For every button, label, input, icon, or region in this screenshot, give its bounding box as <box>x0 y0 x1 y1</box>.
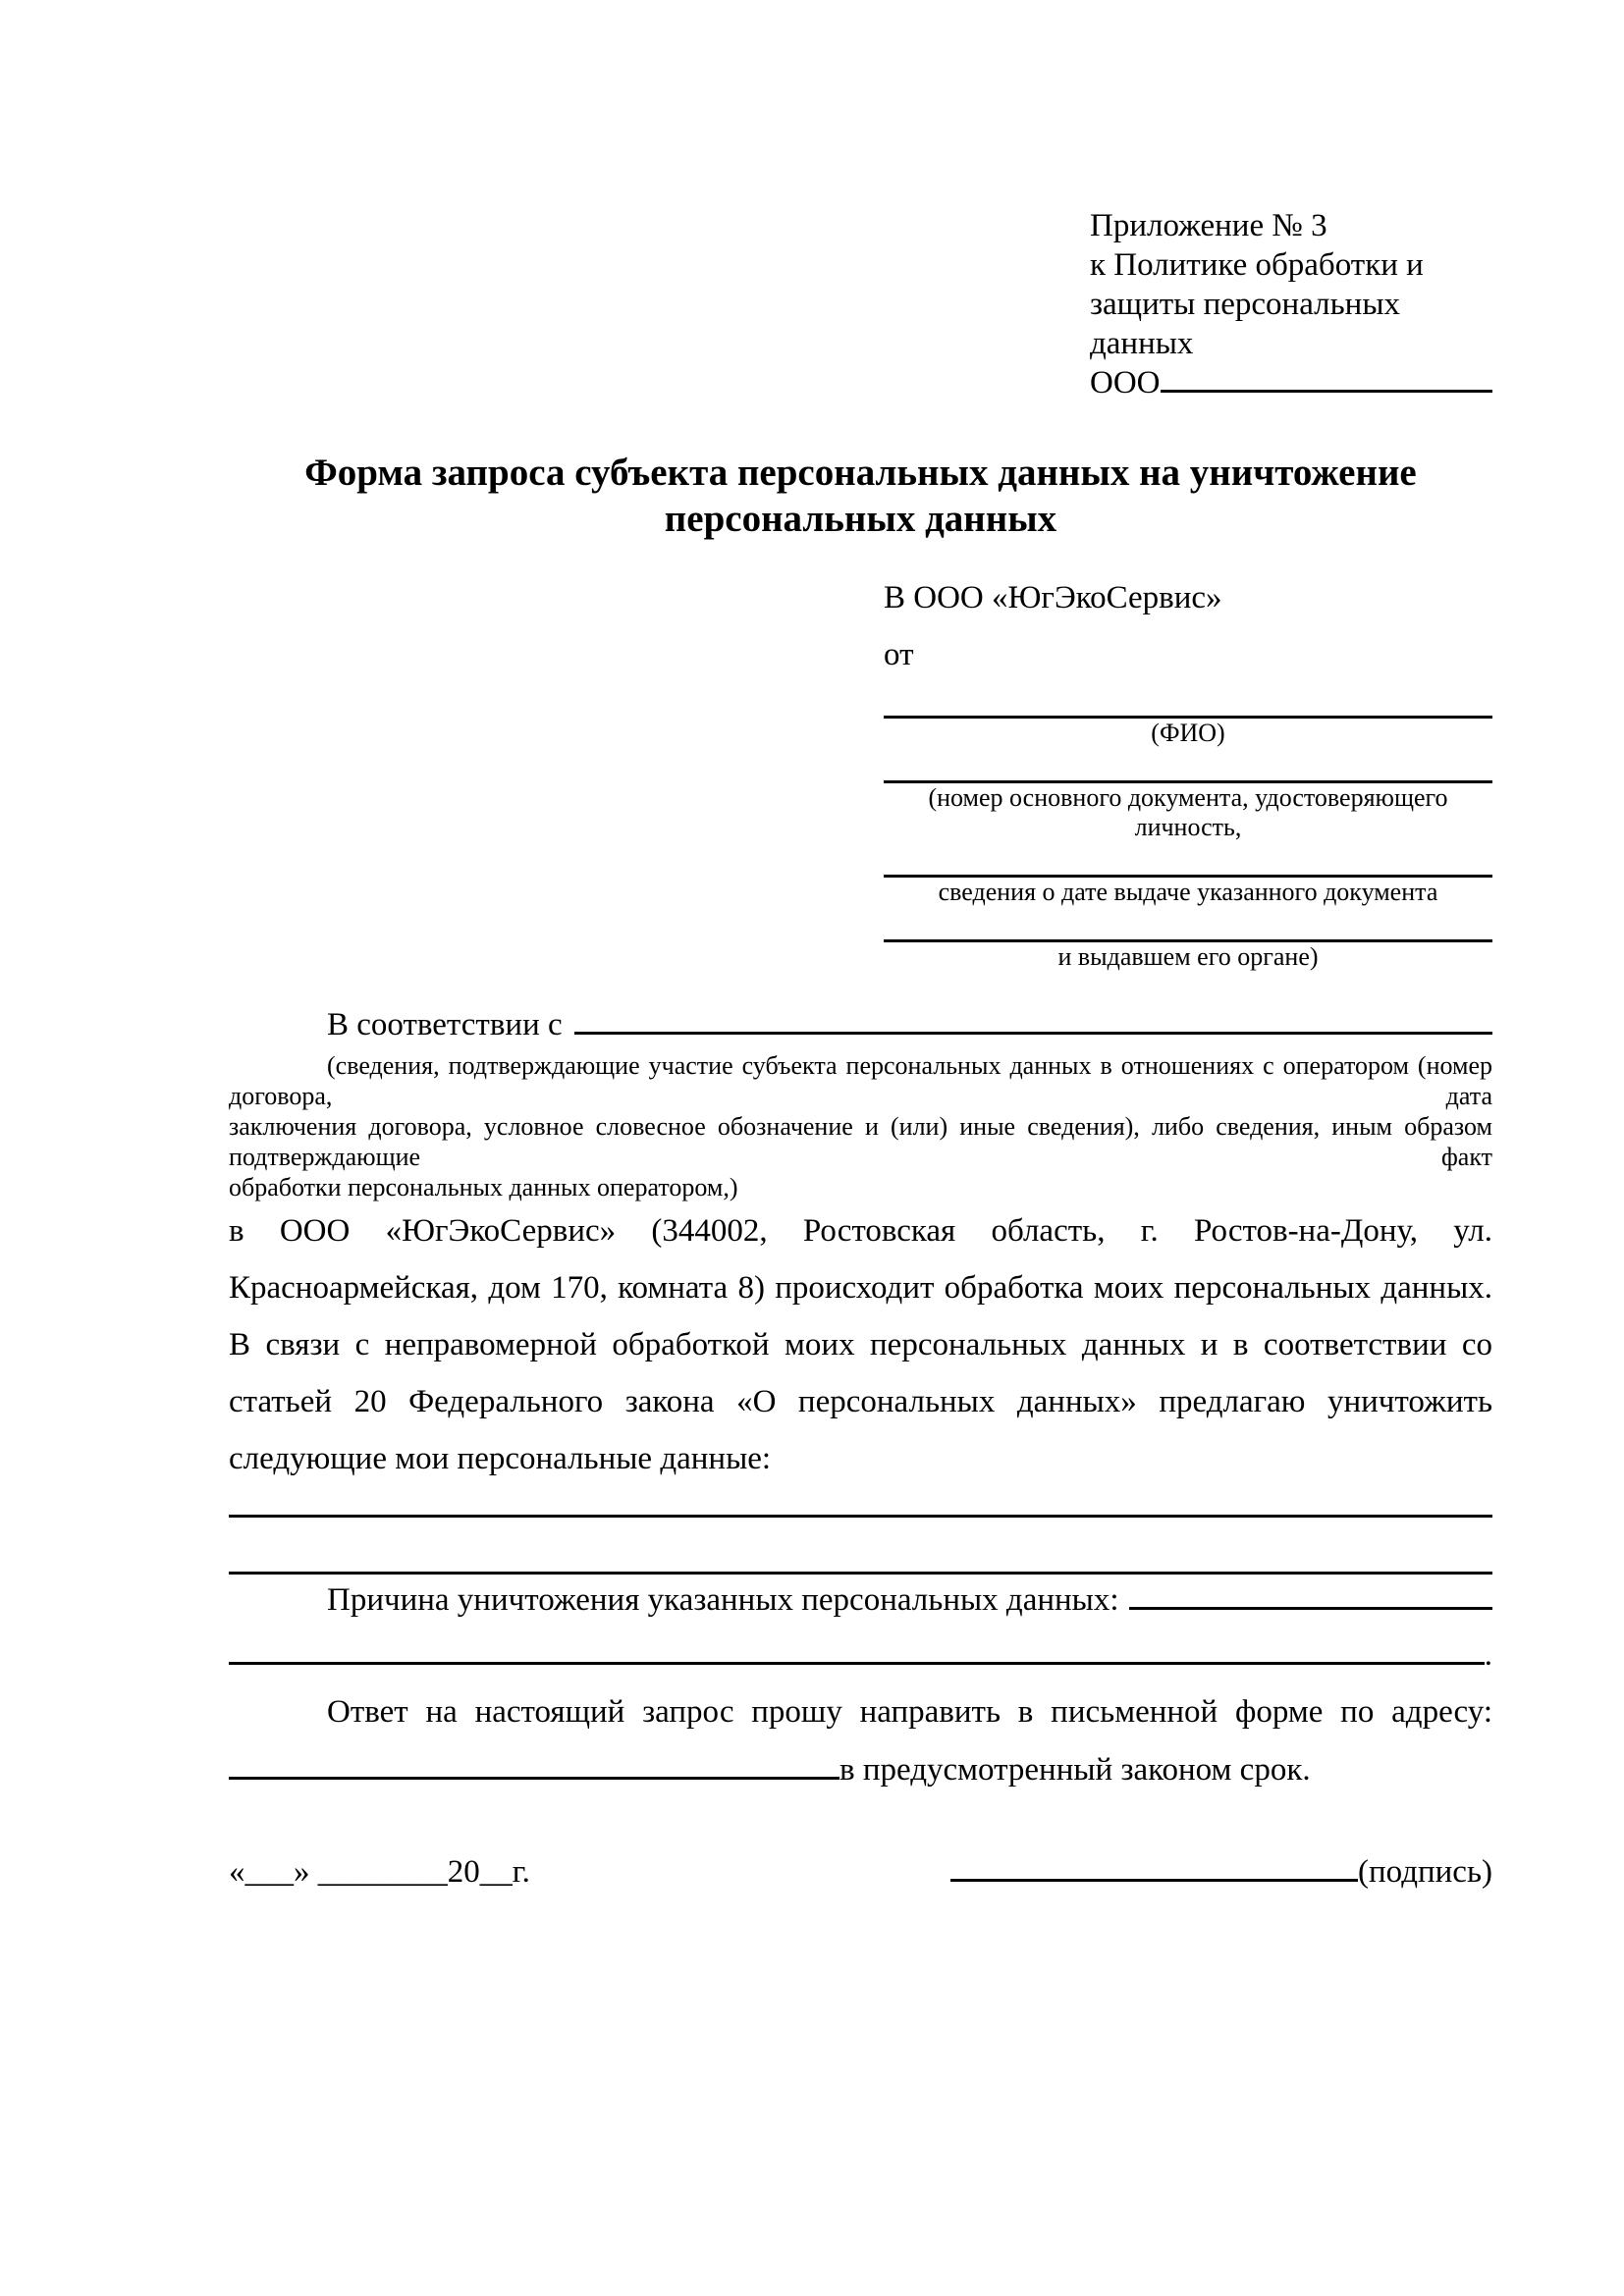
addressee-to: В ООО «ЮгЭкоСервис» <box>884 580 1222 615</box>
issue-date-blank-line <box>884 843 1492 878</box>
issue-date-field <box>884 843 1492 907</box>
date-signature-row <box>229 1843 1492 1901</box>
document-number-field <box>884 749 1492 842</box>
personal-data-blank-line-1 <box>229 1487 1492 1518</box>
appendix-line-1: Приложение № 3 <box>1090 208 1327 243</box>
issuer-field <box>884 908 1492 972</box>
according-note-line: (сведения, подтверждающие участие субъекта персональных данных в отношениях с оператором (номер договора, дата <box>229 1051 1492 1110</box>
reason-label: Причина уничтожения указанных персональных данных: <box>327 1582 1119 1618</box>
main-paragraph-line: В связи с неправомерной обработкой моих персональных данных и в соответствии со <box>229 1327 1492 1362</box>
main-paragraph-line: статьей 20 Федерального закона «О персональных данных» предлагаю уничтожить <box>229 1384 1492 1419</box>
fio-caption: (ФИО) <box>1151 719 1225 747</box>
issuer-caption: и выдавшем его органе) <box>1057 942 1319 971</box>
line-period: . <box>1484 1637 1492 1673</box>
according-note-line: обработки персональных данных оператором,) <box>229 1173 738 1201</box>
according-prefix: В соответствии с <box>327 1007 563 1042</box>
document-number-blank-line <box>884 749 1492 783</box>
according-note-line: заключения договора, условное словесное обозначение и (или) иные сведения), либо сведения, иным образом подтверждающие факт <box>229 1112 1492 1171</box>
date-blank: «___» ________20__г. <box>229 1854 530 1890</box>
appendix-line-2: к Политике обработки и <box>1090 247 1424 283</box>
issue-date-caption: сведения о дате выдаче указанного документа <box>938 878 1438 906</box>
main-paragraph-line: следующие мои персональные данные: <box>229 1441 772 1476</box>
address-blank-line <box>229 1777 839 1780</box>
ooo-label: ООО <box>1090 365 1161 400</box>
answer-sentence: Ответ на настоящий запрос прошу направить в письменной форме по адресу: <box>327 1694 1492 1730</box>
main-paragraph-line: Красноармейская, дом 170, комната 8) происходит обработка моих персональных данных. <box>229 1270 1492 1306</box>
appendix-header <box>1090 206 1492 402</box>
fio-blank-line <box>884 684 1492 719</box>
addressee-from-label: от <box>884 637 914 672</box>
reason-blank-line <box>1129 1607 1492 1610</box>
appendix-line-3: защиты персональных данных <box>1090 287 1400 361</box>
main-paragraph-line: в ООО «ЮгЭкоСервис» (344002, Ростовская область, г. Ростов-на-Дону, ул. <box>229 1213 1492 1249</box>
main-paragraph <box>229 1202 1492 1487</box>
appendix-ooo-row <box>1090 363 1492 402</box>
document-number-caption: (номер основного документа, удостоверяющего личность, <box>928 783 1448 841</box>
ooo-blank-line <box>1161 390 1493 393</box>
signature-blank-line <box>950 1879 1358 1882</box>
issuer-blank-line <box>884 908 1492 942</box>
fio-field <box>884 684 1492 748</box>
according-note <box>229 1050 1492 1202</box>
answer-tail: в предусмотренный законом срок. <box>839 1752 1311 1788</box>
signature-group <box>950 1843 1492 1901</box>
personal-data-blank-line-2 <box>229 1518 1492 1575</box>
reason-continuation-blank-line <box>229 1662 1485 1665</box>
according-blank-line <box>574 1032 1492 1035</box>
addressee-block <box>884 569 1492 972</box>
signature-caption: (подпись) <box>1358 1854 1492 1890</box>
form-title: Форма запроса субъекта персональных данных на уничтожение персональных данных <box>304 452 1417 540</box>
according-row <box>229 1001 1492 1048</box>
reason-continuation-row <box>229 1627 1492 1683</box>
address-row <box>229 1741 1492 1798</box>
reason-row <box>229 1575 1492 1627</box>
